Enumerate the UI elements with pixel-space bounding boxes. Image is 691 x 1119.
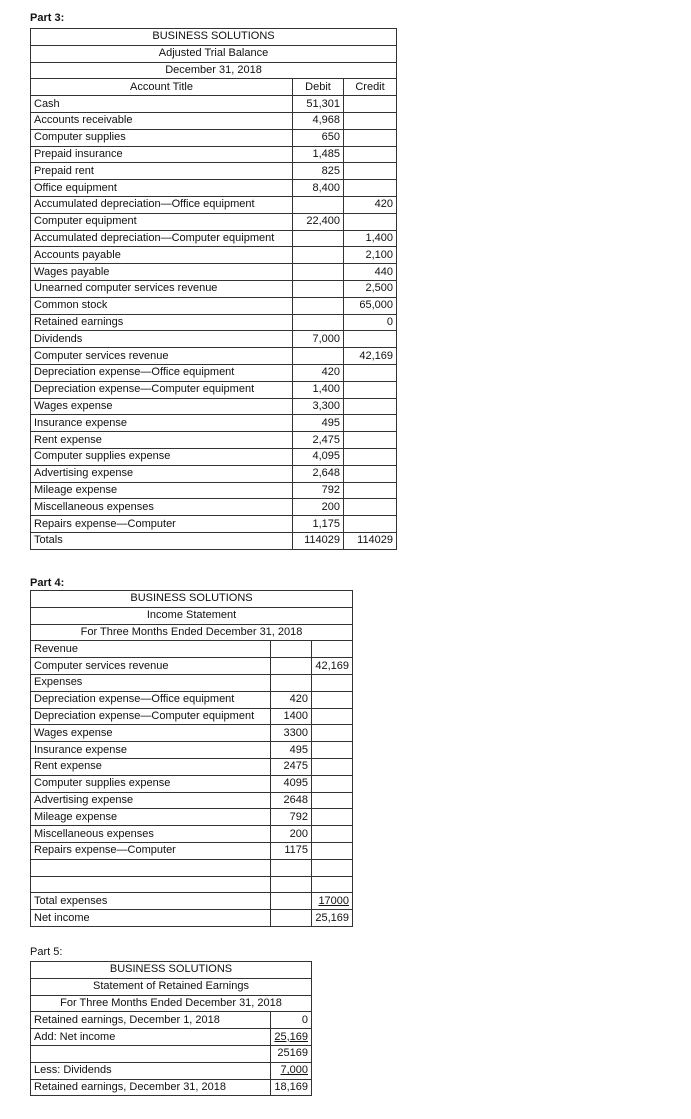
re-title: Statement of Retained Earnings	[31, 978, 312, 995]
atb-row	[31, 465, 397, 482]
atb-account: Mileage expense	[31, 482, 293, 499]
atb-col-account: Account Title	[31, 79, 293, 96]
part5-label: Part 5:	[30, 946, 63, 958]
is-company: BUSINESS SOLUTIONS	[31, 591, 353, 608]
is-label: Computer services revenue	[31, 658, 271, 675]
atb-debit	[293, 348, 344, 365]
atb-row	[31, 482, 397, 499]
adjusted-trial-balance-table	[30, 28, 397, 550]
re-label: Retained earnings, December 31, 2018	[31, 1079, 271, 1096]
atb-credit	[344, 163, 397, 180]
atb-debit: 825	[293, 163, 344, 180]
atb-account: Retained earnings	[31, 314, 293, 331]
re-row	[31, 1062, 312, 1079]
re-label: Retained earnings, December 1, 2018	[31, 1012, 271, 1029]
is-amount-outer	[312, 725, 353, 742]
is-amount-outer	[312, 742, 353, 759]
atb-credit	[344, 146, 397, 163]
is-amount-outer: 25,169	[312, 910, 353, 927]
atb-credit	[344, 112, 397, 129]
is-amount-outer	[312, 674, 353, 691]
atb-account: Advertising expense	[31, 465, 293, 482]
is-expense-row	[31, 742, 353, 759]
re-amount: 25169	[271, 1045, 312, 1062]
is-amount-outer	[312, 826, 353, 843]
part4-label: Part 4:	[30, 577, 65, 589]
atb-credit	[344, 180, 397, 197]
is-amount-inner: 3300	[271, 725, 312, 742]
atb-credit	[344, 129, 397, 146]
is-amount-inner	[271, 910, 312, 927]
is-label: Advertising expense	[31, 792, 271, 809]
atb-debit: 4,968	[293, 112, 344, 129]
is-amount-outer	[312, 758, 353, 775]
re-amount	[271, 1029, 312, 1046]
atb-credit	[344, 482, 397, 499]
is-label: Depreciation expense—Computer equipment	[31, 708, 271, 725]
atb-account: Depreciation expense—Computer equipment	[31, 381, 293, 398]
atb-debit: 1,400	[293, 381, 344, 398]
atb-debit: 7,000	[293, 331, 344, 348]
is-label: Wages expense	[31, 725, 271, 742]
atb-account: Accounts payable	[31, 247, 293, 264]
is-amount-outer	[312, 859, 353, 876]
is-label: Depreciation expense—Office equipment	[31, 691, 271, 708]
atb-row	[31, 264, 397, 281]
is-amount-inner: 2475	[271, 758, 312, 775]
atb-debit	[293, 280, 344, 297]
atb-debit: 2,648	[293, 465, 344, 482]
atb-row	[31, 96, 397, 113]
is-amount-inner	[271, 859, 312, 876]
atb-account: Dividends	[31, 331, 293, 348]
is-expense-row	[31, 775, 353, 792]
atb-debit: 8,400	[293, 180, 344, 197]
is-expense-row	[31, 809, 353, 826]
is-expense-row	[31, 826, 353, 843]
atb-debit: 3,300	[293, 398, 344, 415]
atb-account: Accumulated depreciation—Computer equipment	[31, 230, 293, 247]
re-label: Less: Dividends	[31, 1062, 271, 1079]
is-amount-inner	[271, 641, 312, 658]
atb-row	[31, 112, 397, 129]
atb-account: Computer supplies expense	[31, 448, 293, 465]
atb-row	[31, 415, 397, 432]
re-row	[31, 1045, 312, 1062]
is-amount-inner	[271, 876, 312, 893]
part3-label: Part 3:	[30, 12, 65, 24]
is-amount-inner: 792	[271, 809, 312, 826]
atb-debit: 1,485	[293, 146, 344, 163]
is-expense-row	[31, 691, 353, 708]
atb-debit	[293, 230, 344, 247]
re-amount	[271, 1062, 312, 1079]
is-amount-inner	[271, 674, 312, 691]
atb-credit: 440	[344, 264, 397, 281]
atb-debit: 495	[293, 415, 344, 432]
atb-account: Office equipment	[31, 180, 293, 197]
is-amount-outer-value: 17000	[318, 894, 350, 907]
is-expense-row	[31, 792, 353, 809]
atb-row	[31, 163, 397, 180]
atb-account: Totals	[31, 532, 293, 549]
atb-row	[31, 348, 397, 365]
atb-credit: 2,100	[344, 247, 397, 264]
re-company: BUSINESS SOLUTIONS	[31, 962, 312, 979]
is-revenue-row	[31, 658, 353, 675]
atb-debit: 650	[293, 129, 344, 146]
atb-credit: 114029	[344, 532, 397, 549]
re-row	[31, 1012, 312, 1029]
re-amount-value: 7,000	[280, 1064, 309, 1077]
atb-debit	[293, 196, 344, 213]
atb-account: Depreciation expense—Office equipment	[31, 364, 293, 381]
is-expenses-heading-row	[31, 674, 353, 691]
atb-account: Prepaid insurance	[31, 146, 293, 163]
is-label: Revenue	[31, 641, 271, 658]
atb-date: December 31, 2018	[31, 62, 397, 79]
retained-earnings-table	[30, 961, 312, 1096]
atb-account: Computer supplies	[31, 129, 293, 146]
atb-debit: 2,475	[293, 432, 344, 449]
is-label: Mileage expense	[31, 809, 271, 826]
atb-row	[31, 314, 397, 331]
is-title: Income Statement	[31, 607, 353, 624]
atb-debit: 114029	[293, 532, 344, 549]
atb-debit: 22,400	[293, 213, 344, 230]
is-label: Miscellaneous expenses	[31, 826, 271, 843]
atb-row	[31, 331, 397, 348]
is-amount-outer	[312, 842, 353, 859]
atb-row	[31, 448, 397, 465]
atb-credit: 65,000	[344, 297, 397, 314]
atb-debit: 51,301	[293, 96, 344, 113]
atb-account: Cash	[31, 96, 293, 113]
is-blank-row	[31, 859, 353, 876]
atb-account: Accumulated depreciation—Office equipment	[31, 196, 293, 213]
is-amount-inner	[271, 893, 312, 910]
atb-account: Unearned computer services revenue	[31, 280, 293, 297]
is-amount-inner: 1175	[271, 842, 312, 859]
re-amount: 18,169	[271, 1079, 312, 1096]
is-amount-outer	[312, 708, 353, 725]
is-blank-row	[31, 876, 353, 893]
is-expense-row	[31, 725, 353, 742]
atb-debit: 200	[293, 499, 344, 516]
is-amount-inner: 2648	[271, 792, 312, 809]
is-amount-outer	[312, 876, 353, 893]
atb-row	[31, 398, 397, 415]
is-period: For Three Months Ended December 31, 2018	[31, 624, 353, 641]
atb-title: Adjusted Trial Balance	[31, 45, 397, 62]
is-amount-outer	[312, 641, 353, 658]
is-label: Net income	[31, 910, 271, 927]
is-label: Repairs expense—Computer	[31, 842, 271, 859]
re-row	[31, 1079, 312, 1096]
is-amount-outer: 42,169	[312, 658, 353, 675]
is-amount-outer	[312, 809, 353, 826]
is-amount-inner: 495	[271, 742, 312, 759]
atb-debit: 4,095	[293, 448, 344, 465]
re-period: For Three Months Ended December 31, 2018	[31, 995, 312, 1012]
is-label	[31, 876, 271, 893]
is-amount-outer	[312, 792, 353, 809]
atb-account: Rent expense	[31, 432, 293, 449]
atb-row	[31, 381, 397, 398]
atb-row	[31, 213, 397, 230]
atb-credit: 420	[344, 196, 397, 213]
re-label: Add: Net income	[31, 1029, 271, 1046]
atb-row	[31, 230, 397, 247]
atb-credit	[344, 415, 397, 432]
atb-row	[31, 532, 397, 549]
atb-row	[31, 297, 397, 314]
income-statement-table	[30, 590, 353, 927]
atb-account: Computer services revenue	[31, 348, 293, 365]
atb-debit	[293, 264, 344, 281]
atb-credit: 0	[344, 314, 397, 331]
is-amount-outer	[312, 691, 353, 708]
is-amount-inner: 420	[271, 691, 312, 708]
re-row	[31, 1029, 312, 1046]
atb-credit	[344, 96, 397, 113]
atb-credit	[344, 331, 397, 348]
atb-credit	[344, 213, 397, 230]
atb-credit	[344, 381, 397, 398]
atb-debit	[293, 247, 344, 264]
is-label: Expenses	[31, 674, 271, 691]
atb-credit	[344, 432, 397, 449]
atb-debit: 792	[293, 482, 344, 499]
is-label: Computer supplies expense	[31, 775, 271, 792]
is-amount-outer	[312, 775, 353, 792]
atb-row	[31, 516, 397, 533]
is-total-expenses-row	[31, 893, 353, 910]
atb-row	[31, 247, 397, 264]
atb-account: Wages expense	[31, 398, 293, 415]
is-amount-inner: 1400	[271, 708, 312, 725]
atb-account: Repairs expense—Computer	[31, 516, 293, 533]
atb-credit: 42,169	[344, 348, 397, 365]
is-label: Insurance expense	[31, 742, 271, 759]
is-amount-inner	[271, 658, 312, 675]
re-amount-value: 25,169	[274, 1030, 309, 1043]
is-label: Total expenses	[31, 893, 271, 910]
atb-credit: 2,500	[344, 280, 397, 297]
is-amount-inner: 200	[271, 826, 312, 843]
atb-row	[31, 146, 397, 163]
atb-row	[31, 180, 397, 197]
re-label	[31, 1045, 271, 1062]
is-net-income-row	[31, 910, 353, 927]
atb-credit	[344, 516, 397, 533]
atb-row	[31, 432, 397, 449]
is-expense-row	[31, 842, 353, 859]
atb-debit	[293, 297, 344, 314]
atb-col-debit: Debit	[293, 79, 344, 96]
atb-row	[31, 499, 397, 516]
atb-debit	[293, 314, 344, 331]
is-expense-row	[31, 758, 353, 775]
atb-account: Miscellaneous expenses	[31, 499, 293, 516]
atb-credit	[344, 364, 397, 381]
atb-credit	[344, 465, 397, 482]
atb-account: Computer equipment	[31, 213, 293, 230]
atb-account: Insurance expense	[31, 415, 293, 432]
is-label	[31, 859, 271, 876]
atb-credit	[344, 448, 397, 465]
atb-account: Wages payable	[31, 264, 293, 281]
is-amount-inner: 4095	[271, 775, 312, 792]
atb-account: Common stock	[31, 297, 293, 314]
atb-account: Prepaid rent	[31, 163, 293, 180]
is-expense-row	[31, 708, 353, 725]
is-amount-outer	[312, 893, 353, 910]
atb-row	[31, 364, 397, 381]
atb-account: Accounts receivable	[31, 112, 293, 129]
atb-company: BUSINESS SOLUTIONS	[31, 29, 397, 46]
atb-row	[31, 196, 397, 213]
atb-credit	[344, 499, 397, 516]
atb-debit: 420	[293, 364, 344, 381]
atb-debit: 1,175	[293, 516, 344, 533]
is-revenue-heading-row	[31, 641, 353, 658]
atb-row	[31, 280, 397, 297]
is-label: Rent expense	[31, 758, 271, 775]
atb-col-credit: Credit	[344, 79, 397, 96]
re-amount: 0	[271, 1012, 312, 1029]
atb-credit	[344, 398, 397, 415]
atb-row	[31, 129, 397, 146]
atb-credit: 1,400	[344, 230, 397, 247]
